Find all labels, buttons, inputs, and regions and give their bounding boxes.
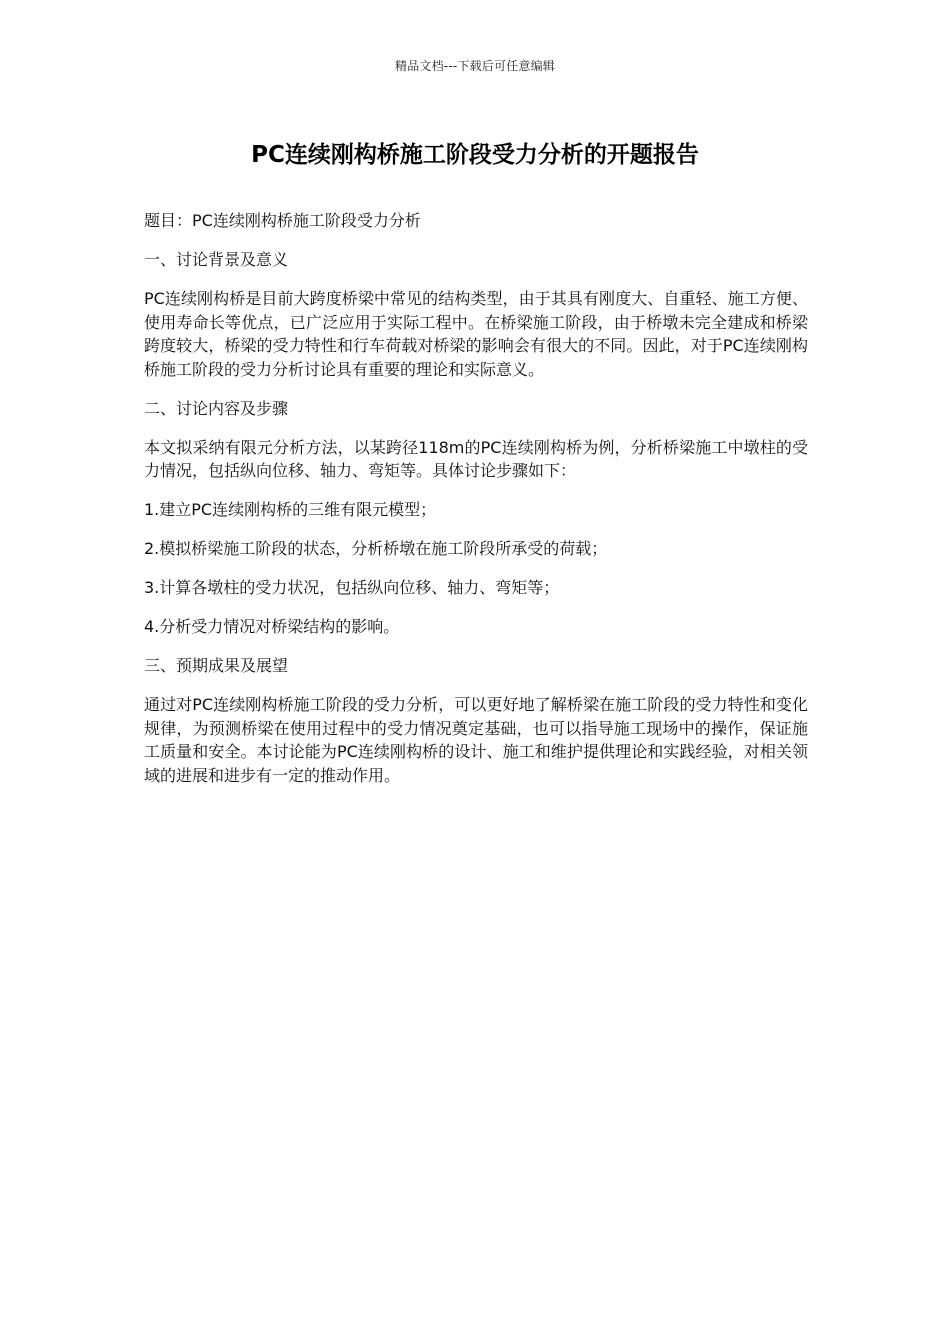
section-2-paragraph: 本文拟采纳有限元分析方法，以某跨径118m的PC连续刚构桥为例，分析桥梁施工中墩柱的受力情况，包括纵向位移、轴力、弯矩等。具体讨论步骤如下： <box>144 437 808 480</box>
section-1-paragraph: PC连续刚构桥是目前大跨度桥梁中常见的结构类型，由于其具有刚度大、自重轻、施工方便、使用寿命长等优点，已广泛应用于实际工程中。在桥梁施工阶段，由于桥墩未完全建成和桥梁跨度较大，桥梁的受力特性和行车荷载对桥梁的影响会有很大的不同。因此，对于PC连续刚构桥施工阶段的受力分析讨论具有重要的理论和实际意义。 <box>144 289 808 379</box>
step-item: 2.模拟桥梁施工阶段的状态，分析桥墩在施工阶段所承受的荷载； <box>144 539 608 558</box>
section-1-heading: 一、讨论背景及意义 <box>144 250 289 269</box>
section-3-paragraph: 通过对PC连续刚构桥施工阶段的受力分析，可以更好地了解桥梁在施工阶段的受力特性和变化规律，为预测桥梁在使用过程中的受力情况奠定基础，也可以指导施工现场中的操作，保证施工质量和安全。本讨论能为PC连续刚构桥的设计、施工和维护提供理论和实践经验，对相关领域的进展和进步有一定的推动作用。 <box>144 695 808 785</box>
section-2-heading: 二、讨论内容及步骤 <box>144 398 289 418</box>
step-item: 1.建立PC连续刚构桥的三维有限元模型； <box>144 500 437 519</box>
step-item: 4.分析受力情况对桥梁结构的影响。 <box>144 617 400 636</box>
step-item: 3.计算各墩柱的受力状况，包括纵向位移、轴力、弯矩等； <box>144 578 560 597</box>
document-title: PC连续刚构桥施工阶段受力分析的开题报告 <box>251 142 699 168</box>
topic-line: 题目：PC连续刚构桥施工阶段受力分析 <box>144 211 421 230</box>
document-body <box>144 209 808 803</box>
section-3-heading: 三、预期成果及展望 <box>144 656 289 675</box>
header-note: 精品文档---下载后可任意编辑 <box>395 59 555 73</box>
